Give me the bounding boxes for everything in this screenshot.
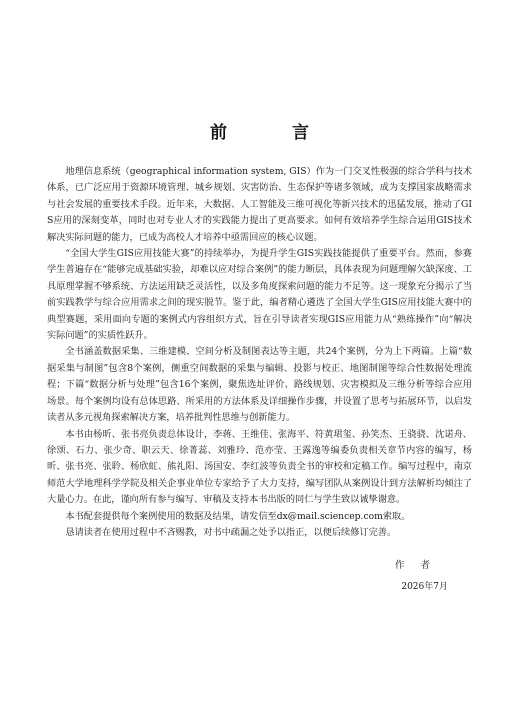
paragraph-feedback: 恳请读者在使用过程中不吝赐教，对书中疏漏之处予以指正，以便后续修订完善。 — [65, 526, 397, 538]
paragraph-intro: 地理信息系统（geographical information system, GIS）作为一门交叉性极强的综合学科与技术体系，已广泛应用于资源环境管理、城乡规划、灾害防治、生态保护等诸多领域，成为支撑国家战略需求与社会发展的重要技术手段。近年来，大数据、人工智能及三维可视化等新兴技术的迅猛发展，推动了GIS应用的深刻变革，同时也对专业人才的实践能力提出了更高要求。如何有效培养学生综合运用GIS技术解决实际问题的能力，已成为高校人才培养中亟需回应的核心议题。 — [47, 166, 472, 243]
signature: 作者 — [394, 560, 446, 572]
page-title: 前 言 — [210, 123, 333, 143]
date: 2026年7月 — [401, 582, 448, 593]
paragraph-data: 本书配套提供每个案例使用的数据及结果，请发信至dx@mail.sciencep.com索取。 — [65, 510, 411, 522]
paragraph-competition: “全国大学生GIS应用技能大赛”的持续举办，为提升学生GIS实践技能提供了重要平台。然而，参赛学生普遍存在“能够完成基础实验，却难以应对综合案例”的能力断层，具体表现为问题理解欠缺深度、工具原理掌握不够系统、方法运用缺乏灵活性，以及多角度探索问题的能力不足等。这一现象充分揭示了当前实践教学与综合应用需求之间的现实脱节。鉴于此，编者精心遴选了全国大学生GIS应用技能大赛中的典型赛题，采用面向专题的案例式内容组织方式，旨在引导读者实现GIS应用能力从“熟练操作”向“解决实际问题”的实质性跃升。 — [47, 248, 472, 342]
paragraph-contents: 全书涵盖数据采集、三维建模、空间分析及制图表达等主题，共24个案例，分为上下两篇。上篇“数据采集与制图”包含8个案例，侧重空间数据的采集与编辑、投影与校正、地图制图等综合性数据处理流程；下篇“数据分析与处理”包含16个案例，聚焦选址评价、路线规划、灾害模拟及三维分析等综合应用场景。每个案例均设有总体思路、所采用的方法体系及详细操作步骤，并设置了思考与拓展环节，以启发读者从多元视角探索解决方案，培养批判性思维与创新能力。 — [47, 346, 472, 424]
paragraph-authors: 本书由杨昕、张书亮负责总体设计，李蒋、王维佳、张海平、符黄珺玺、孙笑杰、王骁骁、沈诺舟、徐颂、石力、张少奇、职云天、徐菁蕊、刘雅玲、范亦莹、王露逸等编委负责相关章节内容的编写，杨昕、张书亮、张聆、杨欣虹、熊礼阳、汤国安、李红波等负责全书的审校和定稿工作。编写过程中，南京师范大学地理科学学院及相关企事业单位专家给予了大力支持，编写团队从案例设计到方法解析均倾注了大量心力。在此，谨向所有参与编写、审稿及支持本书出版的同仁与学生致以诚挚谢意。 — [47, 428, 472, 506]
